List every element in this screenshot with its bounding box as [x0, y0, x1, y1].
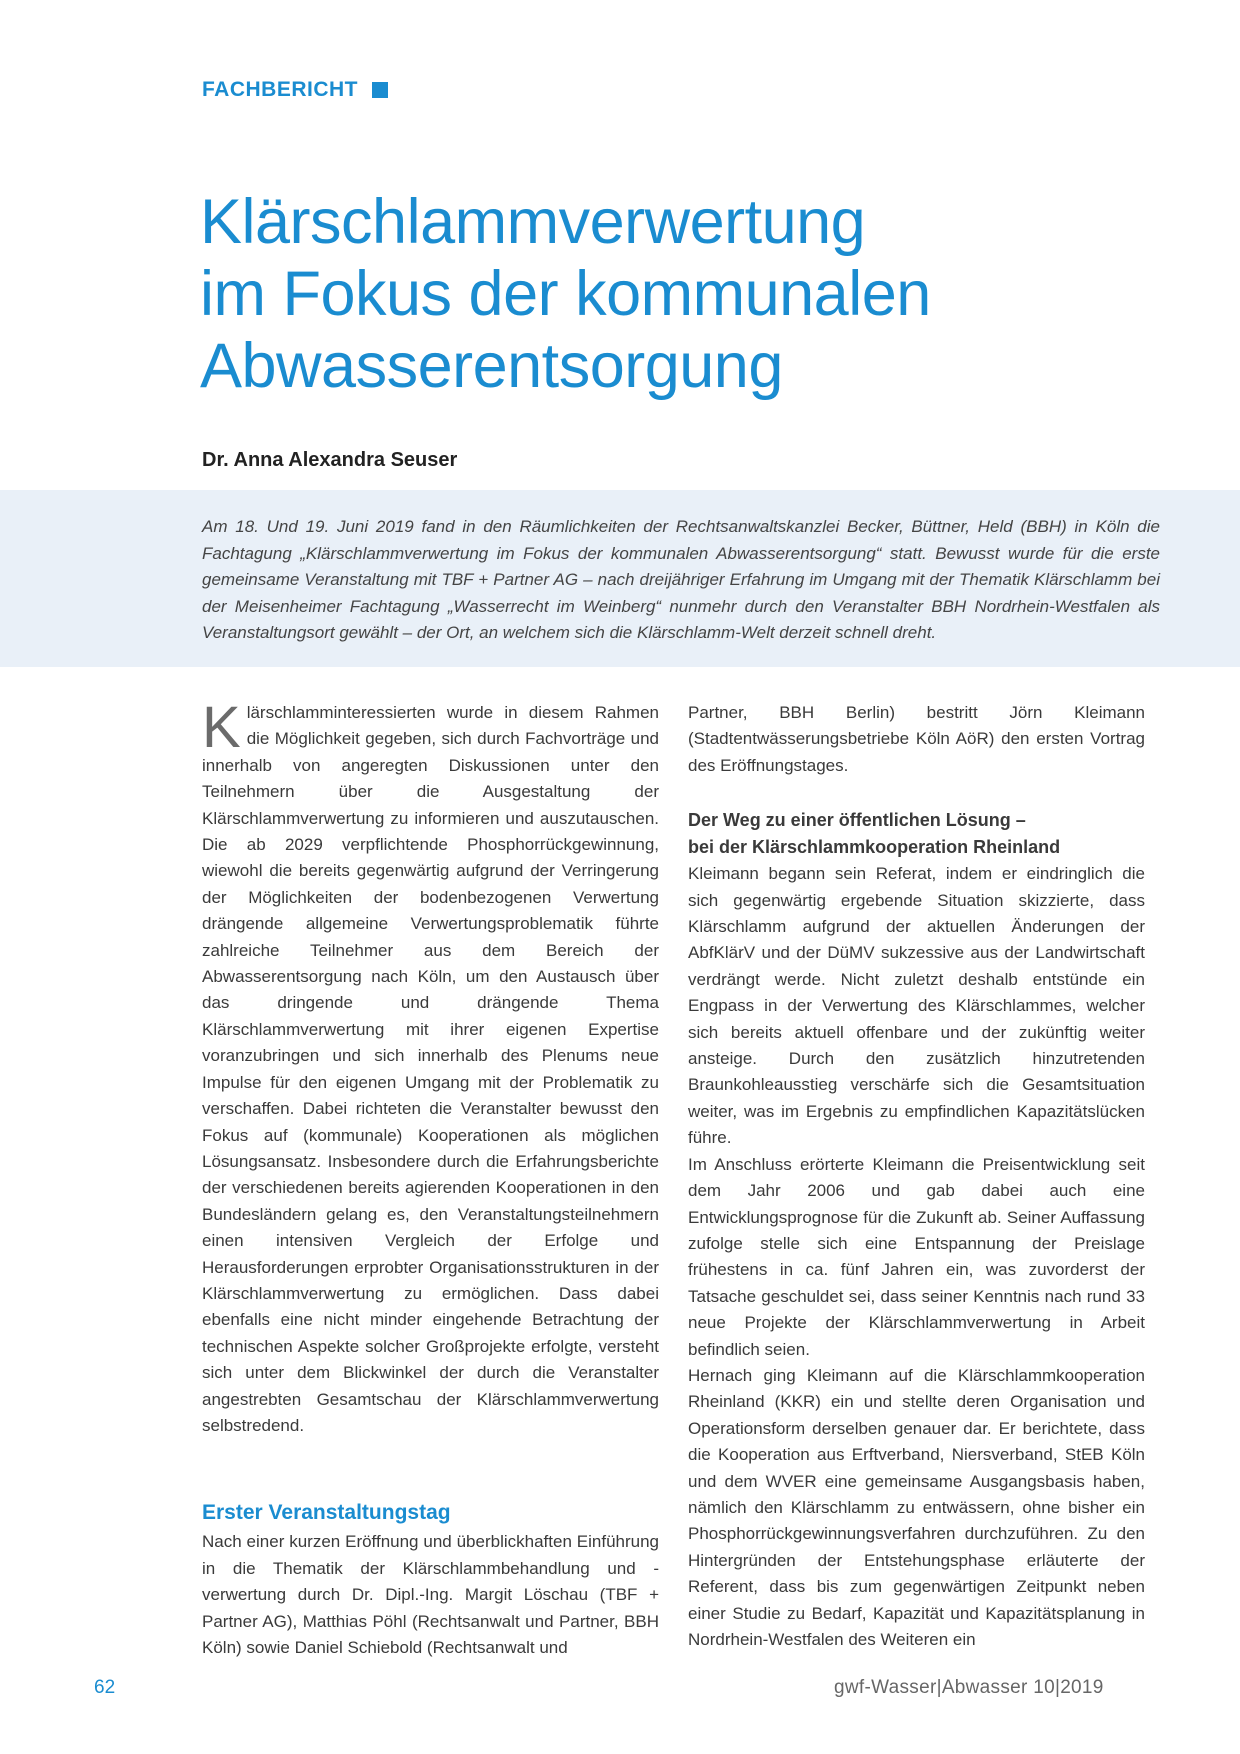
publication-info: gwf-Wasser|Abwasser 10|2019: [834, 1677, 1104, 1698]
section-label-text: FACHBERICHT: [202, 78, 358, 101]
paragraph: Hernach ging Kleimann auf die Klärschlammkooperation Rheinland (KKR) ein und stellte deren Organisation und Operationsform derselben genauer dar. Er berichtete, dass die Kooperation aus Erftverband, Niersverband, StEB Köln und dem WVER eine gemeinsame Ausgangsbasis haben, nämlich den Klärschlamm zu entwässern, ohne bisher ein Phosphorrückgewinnungsverfahren durchzuführen. Zu den Hintergründen der Entstehungsphase erläuterte der Referent, dass bis zum gegenwärtigen Zeitpunkt neben einer Studie zu Bedarf, Kapazität und Kapazitätsplanung in Nordrhein-Westfalen des Weiteren ein: [688, 1365, 1145, 1649]
intro-text: lärschlamminteressierten wurde in diesem Rahmen die Möglichkeit gegeben, sich durch Fachvorträge und innerhalb von angeregten Diskussionen unter den Teilnehmern über die Ausgestaltung der Klärschlammverwertung zu informieren und auszutauschen. Die ab 2029 verpflichtende Phosphorrückgewinnung, wiewohl die bereits gegenwärtig aufgrund der Verringerung der Möglichkeiten der bodenbezogenen Verwertung drängende allgemeine Verwertungsproblematik führte zahlreiche Teilnehmer aus dem Bereich der Abwasserentsorgung nach Köln, um den Austausch über das dringende und drängende Thema Klärschlammverwertung mit ihrer eigenen Expertise voranzubringen und sich innerhalb des Plenums neue Impulse für den eigenen Umgang mit der Problematik zu verschaffen. Dabei richteten die Veranstalter bewusst den Fokus auf (kommunale) Kooperationen als möglichen Lösungsansatz. Insbesondere durch die Erfahrungsberichte der verschiedenen bereits agierenden Kooperationen in den Bundesländern gelang es, den Veranstaltungsteilnehmern einen intensiven Vergleich der Erfolge und Herausforderungen erprobter Organisationsstrukturen in der Klärschlammverwertung zu ermöglichen. Dass dabei ebenfalls eine nicht minder eingehende Betrachtung der technischen Aspekte solcher Großprojekte erfolgte, versteht sich unter dem Blickwinkel der durch die Veranstalter angestrebten Gesamtschau der Klärschlammverwertung selbstredend.: [202, 703, 659, 1435]
right-column: [688, 700, 1145, 1653]
author-name: Dr. Anna Alexandra Seuser: [202, 449, 458, 471]
intro-paragraph: [202, 695, 659, 1439]
subheading-line: bei der Klärschlammkooperation Rheinland: [688, 837, 1061, 858]
page-number: 62: [94, 1677, 116, 1698]
paragraph: Partner, BBH Berlin) bestritt Jörn Kleimann (Stadtentwässerungsbetriebe Köln AöR) den ersten Vortrag des Eröffnungstages.: [688, 703, 1145, 775]
subheading-line: Der Weg zu einer öffentlichen Lösung –: [688, 810, 1026, 831]
subheading-first-day: Erster Veranstaltungstag: [202, 1501, 451, 1525]
title-line: im Fokus der kommunalen: [200, 259, 931, 329]
square-icon: [372, 82, 388, 98]
paragraph: Im Anschluss erörterte Kleimann die Preisentwicklung seit dem Jahr 2006 und gab dabei auch eine Entwicklungsprognose für die Zukunft ab. Seiner Auffassung zufolge stelle sich eine Entspannung der Preislage frühestens in ca. fünf Jahren ein, was zuvorderst der Tatsache geschuldet sei, dass seiner Kenntnis nach rund 33 neue Projekte der Klärschlammverwertung in Arbeit befindlich seien.: [688, 1154, 1145, 1359]
title-line: Abwasserentsorgung: [200, 331, 783, 401]
section-label: [202, 78, 388, 102]
dropcap: K: [202, 695, 241, 760]
paragraph: Nach einer kurzen Eröffnung und überblickhaften Einführung in die Thematik der Klärschlammbehandlung und -verwertung durch Dr. Dipl.-Ing. Margit Löschau (TBF + Partner AG), Matthias Pöhl (Rechtsanwalt und Partner, BBH Köln) sowie Daniel Schiebold (Rechtsanwalt und: [202, 1532, 659, 1657]
article-title: [200, 186, 1160, 402]
paragraph: Kleimann begann sein Referat, indem er eindringlich die sich gegenwärtig ergebende Situation skizzierte, dass Klärschlamm aufgrund der aktuellen Änderungen der AbfKlärV und der DüMV sukzessive aus der Landwirtschaft verdrängt werde. Nicht zuletzt deshalb entstünde ein Engpass in der Verwertung des Klärschlammes, welcher sich bereits aktuell offenbare und der zukünftig weiter ansteige. Durch den zusätzlich hinzutretenden Braunkohleausstieg verschärfe sich die Gesamtsituation weiter, was im Ergebnis zu empfindlichen Kapazitätslücken führe.: [688, 864, 1145, 1148]
left-column: [202, 695, 659, 1661]
title-line: Klärschlammverwertung: [200, 187, 866, 257]
abstract-text: Am 18. Und 19. Juni 2019 fand in den Räumlichkeiten der Rechtsanwaltskanzlei Becker, Büttner, Held (BBH) in Köln die Fachtagung „Klärschlammverwertung im Fokus der kommunalen Abwasserentsorgung“ statt. Bewusst wurde für die erste gemeinsame Veranstaltung mit TBF + Partner AG – nach dreijähriger Erfahrung im Umgang mit der Thematik Klärschlamm bei der Meisenheimer Fachtagung „Wasserrecht im Weinberg“ nunmehr durch den Veranstalter BBH Nordrhein-Westfalen als Veranstaltungsort gewählt – der Ort, an welchem sich die Klärschlamm-Welt derzeit schnell dreht.: [202, 517, 1160, 643]
subheading-public-solution: [688, 807, 1145, 861]
